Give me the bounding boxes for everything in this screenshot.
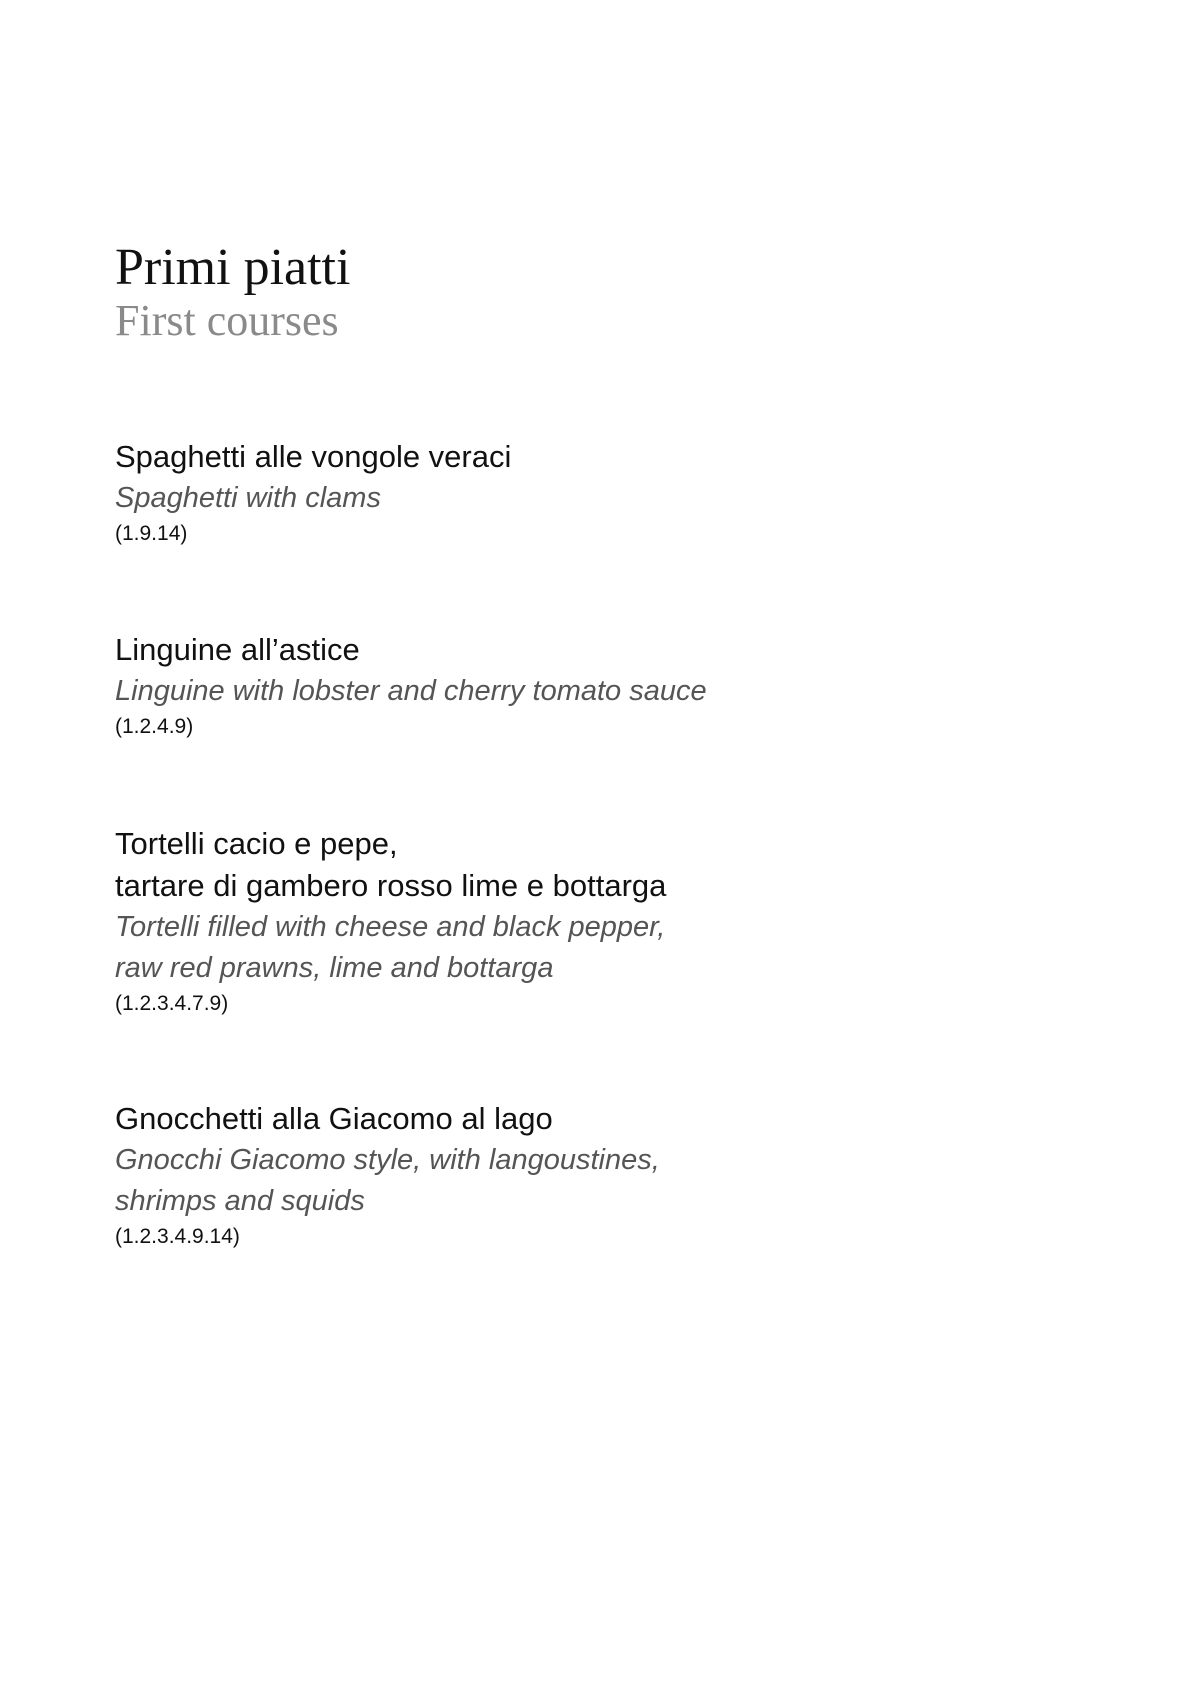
dish-description-line-2: raw red prawns, lime and bottarga [115,952,554,984]
dish-name: Spaghetti alle vongole veraci [115,439,512,474]
dish-description: Linguine with lobster and cherry tomato sauce [115,675,707,707]
dish-allergens: (1.2.4.9) [115,715,194,738]
dish-name: Tortelli cacio e pepe, [115,826,398,861]
dish-allergens: (1.9.14) [115,522,188,545]
section-title: Primi piatti [115,239,351,296]
menu-item [115,823,666,1019]
dish-name: Linguine all’astice [115,632,360,667]
dish-name: Gnocchetti alla Giacomo al lago [115,1101,553,1136]
menu-item [115,629,707,742]
dish-description: Tortelli filled with cheese and black pepper, [115,911,666,943]
dish-description: Spaghetti with clams [115,482,381,514]
dish-description: Gnocchi Giacomo style, with langoustines, [115,1144,660,1176]
section-header [115,240,350,346]
menu-item [115,1098,660,1252]
section-subtitle: First courses [115,296,339,345]
dish-allergens: (1.2.3.4.7.9) [115,992,229,1015]
dish-allergens: (1.2.3.4.9.14) [115,1225,240,1248]
dish-name-line-2: tartare di gambero rosso lime e bottarga [115,868,667,903]
dish-description-line-2: shrimps and squids [115,1185,365,1217]
menu-item [115,436,511,549]
